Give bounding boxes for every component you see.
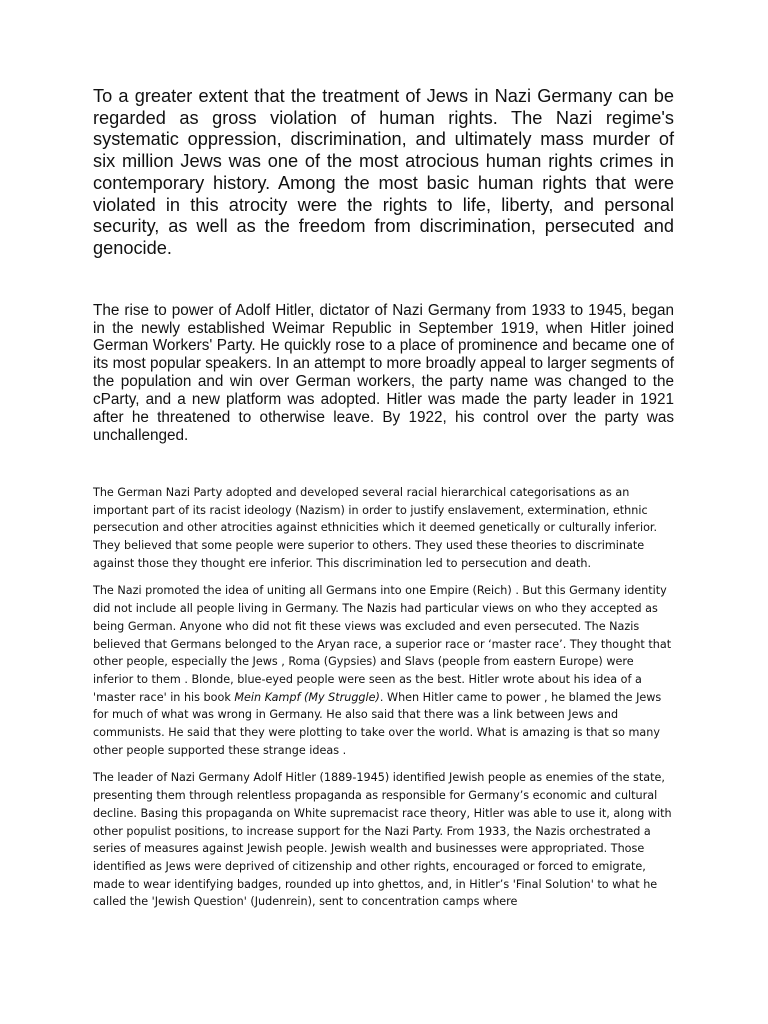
book-title: Mein Kampf (My Struggle) <box>234 690 380 704</box>
master-race-text-b: . When Hitler came to power , he blamed the Jews for much of what was wrong in Germany. He also said that there was a link between Jews and communists. He said that they were plotting to take over the world. What is amazing is that so many other people supported these strange ideas . <box>93 690 662 757</box>
hitler-rise-paragraph: The rise to power of Adolf Hitler, dictator of Nazi Germany from 1933 to 1945, began in the newly established Weimar Republic in September 1919, when Hitler joined German Workers' Party. He quickly rose to a place of prominence and became one of its most popular speakers. In an attempt to more broadly appeal to larger segments of the population and win over German workers, the party name was changed to the cParty, and a new platform was adopted. Hitler was made the party leader in 1921 after he threatened to otherwise leave. By 1922, his control over the party was unchallenged. <box>93 301 674 444</box>
master-race-text-a: The Nazi promoted the idea of uniting all Germans into one Empire (Reich) . But this Germany identity did not include all people living in Germany. The Nazis had particular views on who they accepted as being German. Anyone who did not fit these views was excluded and even persecuted. The Nazis believed that Germans belonged to the Aryan race, a superior race or ‘master race’. They thought that other people, especially the Jews , Roma (Gypsies) and Slavs (people from eastern Europe) were inferior to them . Blonde, blue-eyed people were seen as the best. Hitler wrote about his idea of a 'master race' in his book <box>93 584 672 704</box>
racial-ideology-paragraph: The German Nazi Party adopted and developed several racial hierarchical categorisations as an important part of its racist ideology (Nazism) in order to justify enslavement, extermination, ethnic persecution and other atrocities against ethnicities which it deemed genetically or culturally inferior. They believed that some people were superior to others. They used these theories to discriminate against those they thought ere inferior. This discrimination led to persecution and death. <box>93 485 658 570</box>
persecution-paragraph: The leader of Nazi Germany Adolf Hitler (1889-1945) identified Jewish people as enemies of the state, presenting them through relentless propaganda as responsible for Germany’s economic and cultural decline. Basing this propaganda on White supremacist race theory, Hitler was able to use it, along with other populist positions, to increase support for the Nazi Party. From 1933, the Nazis orchestrated a series of measures against Jewish people. Jewish wealth and businesses were appropriated. Those identified as Jews were deprived of citizenship and other rights, encouraged or forced to emigrate, made to wear identifying badges, rounded up into ghettos, and, in Hitler’s 'Final Solution' to what he called the 'Jewish Question' (Judenrein), sent to concentration camps where <box>93 771 672 909</box>
master-race-paragraph <box>93 582 674 759</box>
intro-paragraph: To a greater extent that the treatment of Jews in Nazi Germany can be regarded as gross violation of human rights. The Nazi regime's systematic oppression, discrimination, and ultimately mass murder of six million Jews was one of the most atrocious human rights crimes in contemporary history. Among the most basic human rights that were violated in this atrocity were the rights to life, liberty, and personal security, as well as the freedom from discrimination, persecuted and genocide. <box>93 86 674 258</box>
document-page <box>93 86 674 911</box>
